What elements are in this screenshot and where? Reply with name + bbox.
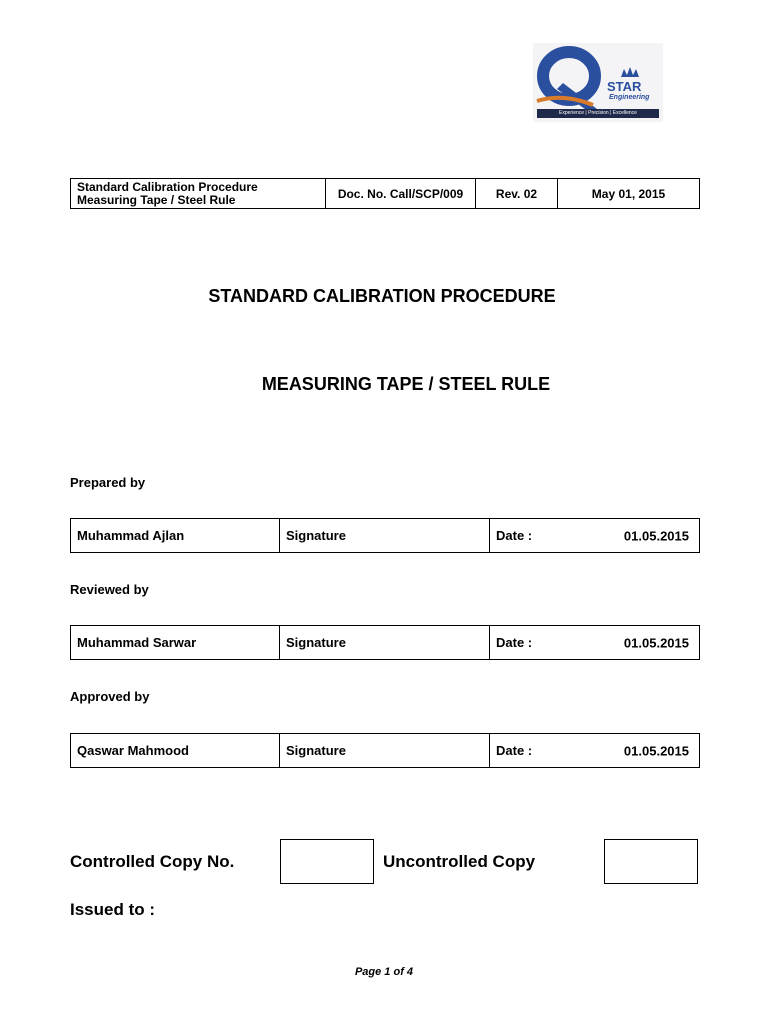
main-title: STANDARD CALIBRATION PROCEDURE (208, 286, 556, 306)
header-title-cell (71, 179, 326, 209)
document-header-table (70, 178, 700, 209)
prepared-name: Muhammad Ajlan (71, 519, 280, 553)
approved-date-label: Date : (496, 743, 533, 758)
reviewed-by-label: Reviewed by (70, 582, 149, 597)
header-date: May 01, 2015 (558, 179, 700, 209)
logo-tagline: Experience | Precision | Excellence (559, 110, 637, 116)
header-doc-no: Doc. No. Call/SCP/009 (326, 179, 476, 209)
controlled-copy-box (280, 839, 374, 884)
header-title-line1: Standard Calibration Procedure (77, 179, 258, 194)
prepared-table (70, 518, 700, 553)
prepared-by-label: Prepared by (70, 475, 146, 490)
logo-brand: STAR (607, 79, 642, 94)
uncontrolled-copy-label: Uncontrolled Copy (383, 852, 536, 871)
sub-title: MEASURING TAPE / STEEL RULE (261, 374, 551, 394)
header-title-line2: Measuring Tape / Steel Rule (77, 192, 236, 207)
prepared-date-label: Date : (496, 528, 533, 543)
uncontrolled-copy-box (604, 839, 698, 884)
reviewed-name: Muhammad Sarwar (71, 626, 280, 660)
reviewed-date-cell (490, 626, 700, 660)
reviewed-signature: Signature (280, 626, 490, 660)
logo-sub: Engineering (609, 94, 650, 101)
approved-date-value: 01.05.2015 (623, 743, 689, 758)
reviewed-date-value: 01.05.2015 (623, 635, 689, 650)
controlled-copy-label: Controlled Copy No. (70, 852, 235, 871)
page-footer: Page 1 of 4 (354, 966, 414, 978)
header-rev: Rev. 02 (476, 179, 558, 209)
approved-by-label: Approved by (70, 689, 150, 704)
issued-to-label: Issued to : (70, 900, 156, 919)
reviewed-table (70, 625, 700, 660)
prepared-date-value: 01.05.2015 (623, 528, 689, 543)
reviewed-date-label: Date : (496, 635, 533, 650)
company-logo (533, 43, 663, 122)
prepared-signature: Signature (280, 519, 490, 553)
approved-name: Qaswar Mahmood (71, 734, 280, 768)
approved-table (70, 733, 700, 768)
approved-signature: Signature (280, 734, 490, 768)
prepared-date-cell (490, 519, 700, 553)
approved-date-cell (490, 734, 700, 768)
